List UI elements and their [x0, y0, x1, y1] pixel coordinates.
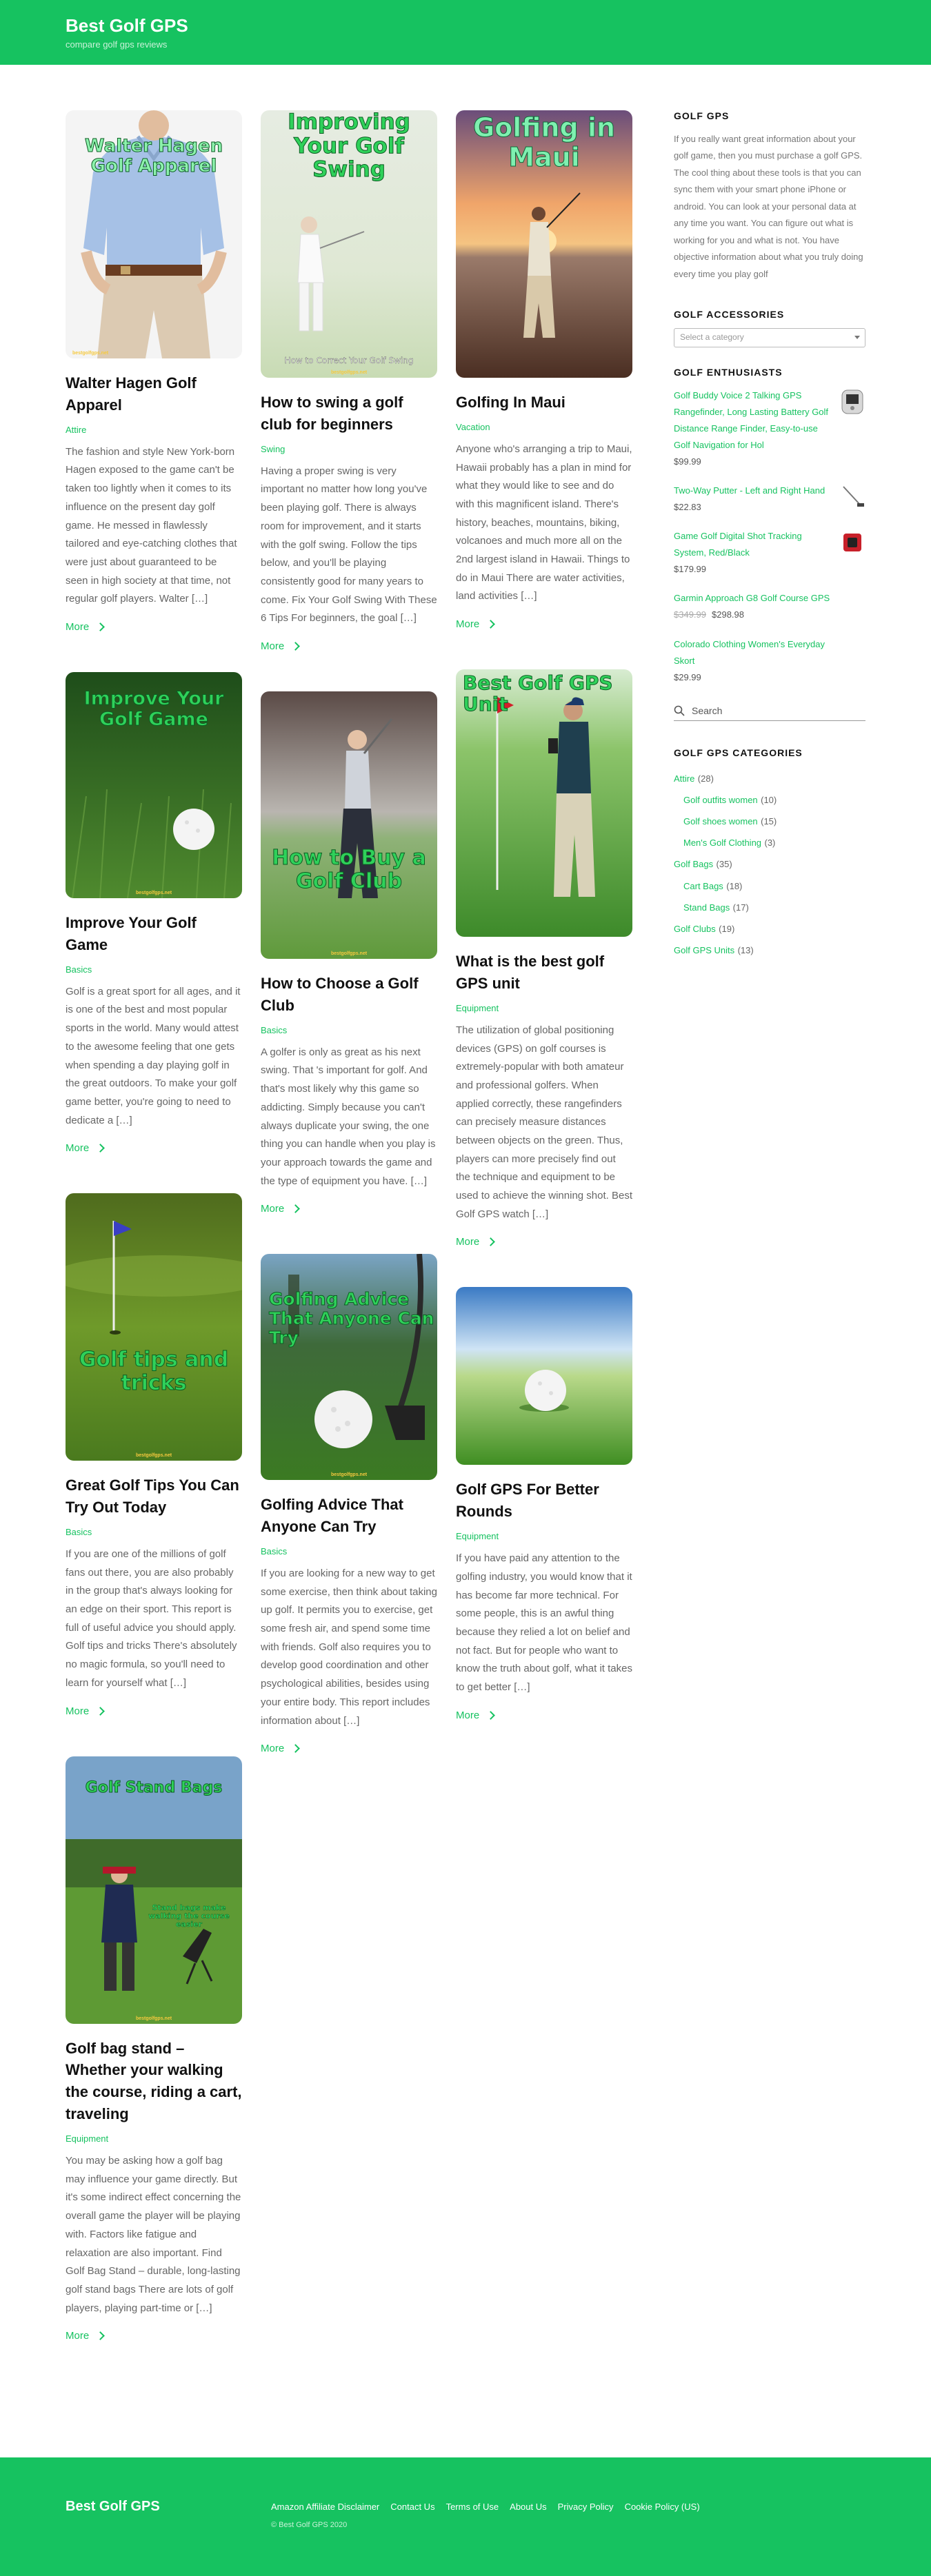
- category-link[interactable]: Golf Bags: [674, 859, 714, 870]
- more-link[interactable]: More: [261, 640, 299, 652]
- post-excerpt: You may be asking how a golf bag may influence your game directly. But it's some indirect effect concerning the overall game the player will be playing with. Factors like fatigue and relaxation are also important. Find Golf Bag Stand – durable, long-lasting golf stand bags There are lots of golf players, playing part-time or […]: [66, 2155, 241, 2314]
- post-card: [261, 110, 437, 653]
- more-link[interactable]: More: [456, 1236, 494, 1248]
- category-item: [674, 789, 865, 811]
- product-price: $22.83: [674, 502, 701, 513]
- category-link[interactable]: Golf Clubs: [674, 923, 716, 934]
- category-count: (10): [761, 794, 777, 805]
- category-count: (18): [726, 880, 743, 891]
- footer-link-privacy[interactable]: Privacy Policy: [557, 2502, 614, 2512]
- thumbnail-overlay-text: Golfing in Maui: [472, 112, 616, 172]
- post-excerpt: Having a proper swing is very important no matter how long you've been playing golf. There is always room for improvement, and it starts with the golf swing. Follow the tips below, and you'll be playing consistently good for many years to come. Fix Your Golf Swing With These 6 Tips For beginners, the goal […]: [261, 465, 437, 625]
- post-category[interactable]: Basics: [261, 1546, 288, 1557]
- category-count: (19): [719, 923, 735, 934]
- chevron-right-icon: [291, 642, 300, 651]
- footer-link-about[interactable]: About Us: [510, 2502, 547, 2512]
- golf-ball-on-grass-image: [456, 1287, 632, 1465]
- posts-column-2: [261, 110, 437, 1794]
- more-link[interactable]: More: [66, 621, 103, 633]
- search-icon: [674, 705, 685, 716]
- thumbnail-watermark: bestgolfgps.net: [135, 1453, 172, 1459]
- site-tagline: compare golf gps reviews: [66, 39, 168, 50]
- post-excerpt: If you are looking for a new way to get some exercise, then think about taking up golf. It permits you to exercise, get some fresh air, and spend some time with friends. Golf also requires you to develop good coordination and other psychological abilities, besides using your entire body. This report includes information about […]: [261, 1568, 437, 1727]
- thumbnail-overlay-subtext: How to Correct Your Golf Swing: [284, 355, 414, 365]
- shot-tracker-icon[interactable]: [839, 529, 865, 556]
- thumbnail-overlay-text: How to Buy a Golf Club: [272, 845, 426, 893]
- post-card: [456, 669, 632, 1248]
- more-link[interactable]: More: [261, 1203, 299, 1215]
- product-link[interactable]: Garmin Approach G8 Golf Course GPS: [674, 593, 830, 604]
- post-category[interactable]: Swing: [261, 443, 286, 454]
- site-title[interactable]: Best Golf GPS: [66, 15, 188, 36]
- chevron-right-icon: [486, 1711, 495, 1720]
- category-select[interactable]: Select a category: [674, 328, 865, 347]
- golfer-choosing-club-image: [261, 691, 437, 959]
- widget-title: GOLF ENTHUSIASTS: [674, 366, 783, 378]
- footer-link-affiliate-disclaimer[interactable]: Amazon Affiliate Disclaimer: [271, 2502, 380, 2512]
- more-link[interactable]: More: [66, 2330, 103, 2342]
- chevron-right-icon: [96, 1144, 105, 1153]
- post-card: [66, 672, 242, 1155]
- post-card: [66, 110, 242, 633]
- post-excerpt: If you are one of the millions of golf fans out there, you are also probably in the group that's always looking for an edge on their sport. This report is full of useful advice you should apply. Golf tips and tricks There's absolutely no magic formula, so you'll need to learn for yourself what […]: [66, 1548, 237, 1689]
- thumbnail-watermark: bestgolfgps.net: [72, 351, 109, 356]
- product-item: [674, 528, 865, 578]
- putter-icon[interactable]: [839, 484, 865, 510]
- thumbnail-overlay-text: Improving Your Golf Swing: [288, 110, 410, 183]
- footer-nav: [271, 2502, 700, 2512]
- post-card: [66, 1193, 242, 1717]
- post-category[interactable]: Equipment: [66, 2133, 109, 2144]
- thumbnail-overlay-text: Walter Hagen Golf Apparel: [84, 136, 223, 177]
- post-category[interactable]: Vacation: [456, 421, 490, 432]
- categories-widget: [674, 747, 865, 962]
- category-item: [674, 940, 865, 961]
- golf-green-flag-image: [66, 1193, 242, 1461]
- post-category[interactable]: Attire: [66, 424, 87, 435]
- post-title[interactable]: What is the best golf GPS unit: [456, 953, 605, 992]
- category-link[interactable]: Attire: [674, 773, 695, 784]
- thumbnail-overlay-text: Improve Your Golf Game: [83, 687, 224, 731]
- copyright: © Best Golf GPS 2020: [271, 2521, 348, 2529]
- product-link[interactable]: Two-Way Putter - Left and Right Hand: [674, 485, 825, 496]
- product-link[interactable]: Golf Buddy Voice 2 Talking GPS Rangefinder, Long Lasting Battery Golf Distance Range Finder, Easy-to-use Golf Navigation for Hol: [674, 389, 829, 451]
- post-excerpt: A golfer is only as great as his next swing. That 's important for golf. And that's most likely why this game so addicting. Simply because you can't always duplicate your swing, the one thing you can handle when you play is your approach towards the game and the type of equipment you have. […]: [261, 1046, 436, 1187]
- more-link[interactable]: More: [66, 1142, 103, 1154]
- thumbnail-overlay-subtext: Stand bags make walking the course easier: [148, 1903, 230, 1929]
- chevron-right-icon: [96, 1707, 105, 1716]
- chevron-right-icon: [291, 1744, 300, 1753]
- golf-accessories-widget: [674, 309, 865, 347]
- category-item: [674, 897, 865, 918]
- chevron-right-icon: [291, 1204, 300, 1213]
- more-link[interactable]: More: [456, 1710, 494, 1721]
- category-item: [674, 875, 865, 897]
- product-price: $99.99: [674, 456, 701, 467]
- post-excerpt: Anyone who's arranging a trip to Maui, Hawaii probably has a plan in mind for what they would like to see and do with this magnificent island. There's history, beaches, mountains, biking, volcanoes and much more all on the 2nd largest island in Hawaii. Things to do in Maui There are water activities, land activities […]: [456, 443, 632, 602]
- site-footer: [0, 2457, 931, 2576]
- post-title[interactable]: Golfing Advice That Anyone Can Try: [261, 1496, 403, 1536]
- category-link[interactable]: Men's Golf Clothing: [683, 838, 762, 849]
- post-thumbnail[interactable]: [66, 1756, 242, 2024]
- category-count: (3): [764, 838, 776, 849]
- product-item: [674, 387, 865, 470]
- post-title[interactable]: Golf bag stand – Whether your walking the course, riding a cart, traveling: [66, 2039, 242, 2123]
- product-link[interactable]: Colorado Clothing Women's Everyday Skort: [674, 638, 825, 666]
- thumbnail-overlay-text: Golfing Advice That Anyone Can Try: [269, 1289, 434, 1348]
- footer-site-title[interactable]: Best Golf GPS: [66, 2499, 160, 2514]
- widget-text: If you really want great information about your golf game, then you must purchase a golf GPS. The cool thing about these tools is that you can sync them with your smart phone iPhone or android. You can look at your personal data at any time you want. You can figure out what is working for you and what is not. You have objective information about what you truly doing every time you play golf: [674, 134, 863, 279]
- thumbnail-watermark: bestgolfgps.net: [135, 2016, 172, 2021]
- widget-title: GOLF ACCESSORIES: [674, 308, 785, 320]
- thumbnail-overlay-text: Best Golf GPS Unit: [463, 671, 613, 716]
- post-thumbnail[interactable]: [261, 1254, 437, 1480]
- post-card: [456, 1287, 632, 1721]
- more-link[interactable]: More: [66, 1705, 103, 1717]
- product-item: [674, 636, 865, 686]
- site-header: [0, 0, 931, 65]
- category-link[interactable]: Golf GPS Units: [674, 945, 735, 956]
- footer-link-terms[interactable]: Terms of Use: [446, 2502, 499, 2512]
- chevron-right-icon: [96, 622, 105, 631]
- product-link[interactable]: Game Golf Digital Shot Tracking System, Red/Black: [674, 531, 802, 558]
- post-category[interactable]: Equipment: [456, 1002, 499, 1013]
- search-form[interactable]: [674, 705, 865, 721]
- post-category[interactable]: Basics: [66, 964, 92, 975]
- category-link[interactable]: Cart Bags: [683, 880, 723, 891]
- post-thumbnail[interactable]: [66, 672, 242, 898]
- post-excerpt: Golf is a great sport for all ages, and it is one of the best and most popular sports in the world. Many would attest to the awesome feeling that one gets when spending a day playing golf in the great outdoors. To make your golf game better, you're going to need to dedicate a […]: [66, 985, 241, 1126]
- thumbnail-overlay-text: Golf Stand Bags: [85, 1778, 223, 1796]
- category-item: [674, 853, 865, 875]
- category-link[interactable]: Stand Bags: [683, 902, 730, 913]
- chevron-right-icon: [486, 620, 495, 629]
- post-thumbnail[interactable]: [456, 669, 632, 937]
- post-thumbnail[interactable]: [66, 110, 242, 358]
- posts-column-3: [456, 110, 632, 1761]
- category-item: [674, 811, 865, 832]
- post-card: [261, 691, 437, 1215]
- category-count: (28): [697, 773, 714, 784]
- more-link[interactable]: More: [261, 1743, 299, 1754]
- product-price: $179.99: [674, 564, 706, 575]
- category-count: (35): [716, 859, 732, 870]
- post-title[interactable]: Walter Hagen Golf Apparel: [66, 374, 197, 414]
- product-item: [674, 483, 865, 516]
- gps-device-icon[interactable]: [839, 389, 865, 415]
- post-category[interactable]: Basics: [66, 1527, 92, 1538]
- category-item: [674, 768, 865, 789]
- footer-link-contact[interactable]: Contact Us: [390, 2502, 435, 2512]
- product-price: $29.99: [674, 671, 701, 682]
- post-title[interactable]: Great Golf Tips You Can Try Out Today: [66, 1477, 239, 1517]
- golf-enthusiasts-widget: [674, 367, 865, 686]
- post-thumbnail[interactable]: [456, 1287, 632, 1465]
- sidebar: [674, 110, 865, 961]
- footer-link-cookie[interactable]: Cookie Policy (US): [624, 2502, 700, 2512]
- post-thumbnail[interactable]: [261, 110, 437, 378]
- post-title[interactable]: Improve Your Golf Game: [66, 913, 197, 953]
- golf-ball-on-tee-image: [261, 1254, 437, 1480]
- category-link[interactable]: Golf outfits women: [683, 794, 758, 805]
- thumbnail-watermark: bestgolfgps.net: [330, 370, 368, 375]
- more-link[interactable]: More: [456, 618, 494, 630]
- category-link[interactable]: Golf shoes women: [683, 816, 758, 827]
- chevron-right-icon: [96, 2331, 105, 2340]
- category-count: (17): [732, 902, 749, 913]
- post-thumbnail[interactable]: [456, 110, 632, 378]
- post-title[interactable]: Golfing In Maui: [456, 394, 565, 411]
- post-card: [456, 110, 632, 631]
- search-input[interactable]: Search: [692, 704, 723, 716]
- post-title[interactable]: How to swing a golf club for beginners: [261, 394, 403, 433]
- product-price: $349.99 $298.98: [674, 609, 744, 620]
- chevron-down-icon: [854, 336, 860, 339]
- post-thumbnail[interactable]: [66, 1193, 242, 1461]
- golf-gps-widget: [674, 110, 865, 283]
- category-count: (13): [737, 945, 754, 956]
- posts-column-1: [66, 110, 242, 2381]
- product-item: [674, 590, 865, 623]
- thumbnail-watermark: bestgolfgps.net: [330, 1472, 368, 1478]
- post-title[interactable]: Golf GPS For Better Rounds: [456, 1481, 599, 1521]
- post-excerpt: The utilization of global positioning devices (GPS) on golf courses is extremely-popular with both amateur and professional golfers. When applied correctly, these rangefinders can precisely measure distances between objects on the green. Thus, players can more precisely find out the technique and equipment to be used to achieve the winning shot. Best Golf GPS watch […]: [456, 1024, 632, 1220]
- post-card: [66, 1756, 242, 2343]
- thumbnail-watermark: bestgolfgps.net: [135, 890, 172, 895]
- widget-title: GOLF GPS CATEGORIES: [674, 747, 803, 758]
- post-excerpt: If you have paid any attention to the golfing industry, you would know that it has become far more technical. For some people, this is an awful thing because they relied a lot on belief and not fact. But for people who want to know the truth about golf, what it takes to get better […]: [456, 1552, 632, 1694]
- widget-title: GOLF GPS: [674, 110, 730, 121]
- category-item: [674, 832, 865, 853]
- post-category[interactable]: Equipment: [456, 1531, 499, 1542]
- post-thumbnail[interactable]: [261, 691, 437, 959]
- post-category[interactable]: Basics: [261, 1024, 288, 1035]
- thumbnail-overlay-text: Golf tips and tricks: [79, 1348, 229, 1395]
- category-item: [674, 918, 865, 940]
- chevron-right-icon: [486, 1238, 495, 1247]
- category-count: (15): [761, 816, 777, 827]
- post-title[interactable]: How to Choose a Golf Club: [261, 974, 419, 1014]
- post-excerpt: The fashion and style New York-born Hagen exposed to the game can't be taken too lightly when it comes to its influence on the present day golf game. He messed in flawlessly tailored and eye-catching clothes that were just about guaranteed to be seen in high society at that time, not regular golf players. Walter […]: [66, 445, 237, 605]
- post-card: [261, 1254, 437, 1755]
- thumbnail-watermark: bestgolfgps.net: [330, 951, 368, 956]
